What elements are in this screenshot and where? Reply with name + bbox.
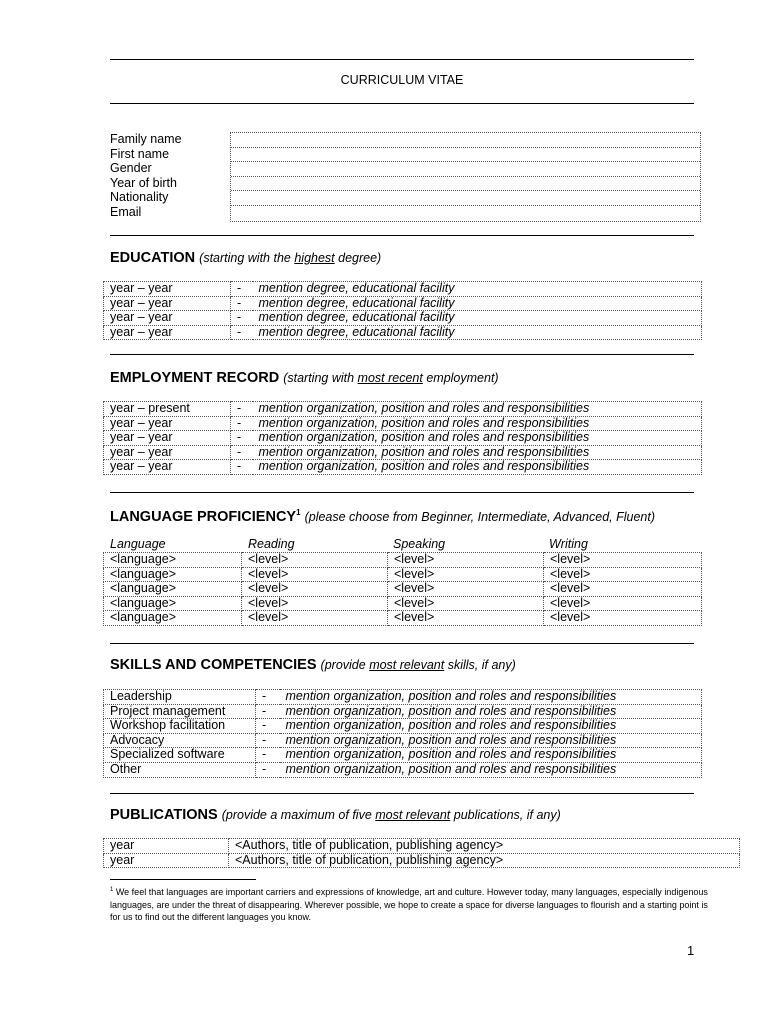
- skill-description-cell[interactable]: mention organization, position and roles and responsibilities: [280, 762, 702, 777]
- title-rule: [110, 103, 694, 104]
- reading-level-cell[interactable]: <level>: [242, 611, 388, 626]
- column-header-language: Language: [110, 537, 166, 551]
- publication-row: [104, 839, 740, 854]
- education-row: [104, 311, 702, 326]
- education-dash-cell[interactable]: -: [231, 282, 253, 297]
- speaking-level-cell[interactable]: <level>: [388, 567, 544, 582]
- writing-level-cell[interactable]: <level>: [544, 611, 702, 626]
- skills-subtitle: (provide most relevant skills, if any): [320, 658, 516, 672]
- skills-row: [104, 748, 702, 763]
- education-years-cell[interactable]: year – year: [104, 325, 231, 340]
- education-description-cell[interactable]: mention degree, educational facility: [253, 311, 702, 326]
- language-row: [104, 596, 702, 611]
- education-years-cell[interactable]: year – year: [104, 311, 231, 326]
- employment-dash-cell[interactable]: -: [231, 402, 253, 417]
- footnote: $^1$ We feel that languages are important carriers and expressions of knowledge, art and culture. However today, many languages, especially indigenous languages, are under the threat of disappearing. Wherever possible, we hope to create a space for diverse languages to flourish and a starting point is for us to find out the different languages you know.: [110, 887, 708, 923]
- skill-name-cell[interactable]: Specialized software: [104, 748, 256, 763]
- reading-level-cell[interactable]: <level>: [242, 567, 388, 582]
- field-label-family-name: Family name: [110, 132, 182, 146]
- email-field[interactable]: [231, 206, 700, 221]
- employment-table: [103, 401, 702, 475]
- skill-dash-cell[interactable]: -: [256, 733, 280, 748]
- reading-level-cell[interactable]: <level>: [242, 582, 388, 597]
- column-header-reading: Reading: [248, 537, 295, 551]
- speaking-level-cell[interactable]: <level>: [388, 582, 544, 597]
- education-dash-cell[interactable]: -: [231, 325, 253, 340]
- language-heading: [110, 508, 655, 525]
- employment-row: [104, 431, 702, 446]
- writing-level-cell[interactable]: <level>: [544, 567, 702, 582]
- reading-level-cell[interactable]: <level>: [242, 553, 388, 568]
- publication-row: [104, 853, 740, 868]
- employment-dash-cell[interactable]: -: [231, 416, 253, 431]
- education-years-cell[interactable]: year – year: [104, 296, 231, 311]
- employment-row: [104, 402, 702, 417]
- family-name-field[interactable]: [231, 133, 700, 148]
- education-dash-cell[interactable]: -: [231, 311, 253, 326]
- speaking-level-cell[interactable]: <level>: [388, 611, 544, 626]
- employment-years-cell[interactable]: year – present: [104, 402, 231, 417]
- column-header-speaking: Speaking: [393, 537, 446, 551]
- education-subtitle: (starting with the highest degree): [199, 251, 382, 265]
- education-row: [104, 296, 702, 311]
- skill-dash-cell[interactable]: -: [256, 704, 280, 719]
- speaking-level-cell[interactable]: <level>: [388, 596, 544, 611]
- language-row: [104, 611, 702, 626]
- year-of-birth-field[interactable]: [231, 177, 700, 192]
- publication-year-cell[interactable]: year: [104, 853, 229, 868]
- language-cell[interactable]: <language>: [104, 582, 242, 597]
- language-title: LANGUAGE PROFICIENCY: [110, 508, 297, 525]
- personal-fields-box: [230, 132, 701, 222]
- education-row: [104, 325, 702, 340]
- field-label-nationality: Nationality: [110, 190, 169, 205]
- skill-dash-cell[interactable]: -: [256, 719, 280, 734]
- education-dash-cell[interactable]: -: [231, 296, 253, 311]
- employment-dash-cell[interactable]: -: [231, 445, 253, 460]
- skill-dash-cell[interactable]: -: [256, 762, 280, 777]
- employment-row: [104, 445, 702, 460]
- column-header-writing: Writing: [549, 537, 588, 551]
- writing-level-cell[interactable]: <level>: [544, 553, 702, 568]
- language-cell[interactable]: <language>: [104, 596, 242, 611]
- footnote-marker[interactable]: 1: [296, 508, 301, 517]
- field-label-first-name: First name: [110, 146, 170, 161]
- writing-level-cell[interactable]: <level>: [544, 596, 702, 611]
- skill-dash-cell[interactable]: -: [256, 690, 280, 705]
- section-rule: [110, 235, 694, 236]
- publication-year-cell[interactable]: year: [104, 839, 229, 854]
- field-label-email: Email: [110, 205, 142, 219]
- skills-row: [104, 733, 702, 748]
- section-rule: [110, 492, 694, 493]
- skill-name-cell[interactable]: Workshop facilitation: [104, 719, 256, 734]
- education-years-cell[interactable]: year – year: [104, 282, 231, 297]
- education-title: EDUCATION: [110, 250, 196, 266]
- employment-years-cell[interactable]: year – year: [104, 431, 231, 446]
- employment-description-cell[interactable]: mention organization, position and roles and responsibilities: [253, 445, 702, 460]
- employment-heading: [110, 370, 499, 386]
- skill-name-cell[interactable]: Leadership: [104, 690, 256, 705]
- language-cell[interactable]: <language>: [104, 567, 242, 582]
- skill-description-cell[interactable]: mention organization, position and roles and responsibilities: [280, 748, 702, 763]
- gender-field[interactable]: [231, 162, 700, 177]
- employment-row: [104, 416, 702, 431]
- employment-years-cell[interactable]: year – year: [104, 416, 231, 431]
- employment-description-cell[interactable]: mention organization, position and roles and responsibilities: [253, 402, 702, 417]
- language-row: [104, 553, 702, 568]
- skills-row: [104, 704, 702, 719]
- field-label-gender: Gender: [110, 161, 152, 176]
- employment-description-cell[interactable]: mention organization, position and roles and responsibilities: [253, 416, 702, 431]
- publication-citation-cell[interactable]: <Authors, title of publication, publishing agency>: [229, 839, 740, 854]
- section-rule: [110, 643, 694, 644]
- skills-row: [104, 762, 702, 777]
- language-subtitle: (please choose from Beginner, Intermediate, Advanced, Fluent): [304, 509, 656, 524]
- language-row: [104, 582, 702, 597]
- document-title: CURRICULUM VITAE: [340, 73, 464, 87]
- publications-table: [103, 838, 740, 868]
- reading-level-cell[interactable]: <level>: [242, 596, 388, 611]
- skill-name-cell[interactable]: Other: [104, 762, 256, 777]
- language-row: [104, 567, 702, 582]
- skills-row: [104, 690, 702, 705]
- skills-table: [103, 689, 702, 778]
- skill-description-cell[interactable]: mention organization, position and roles and responsibilities: [280, 733, 702, 748]
- skill-name-cell[interactable]: Advocacy: [104, 733, 256, 748]
- skills-row: [104, 719, 702, 734]
- education-heading: [110, 250, 381, 266]
- skill-description-cell[interactable]: mention organization, position and roles and responsibilities: [280, 690, 702, 705]
- skills-heading: [110, 657, 516, 673]
- footnote-separator: [110, 879, 256, 880]
- publications-heading: [110, 807, 561, 823]
- employment-description-cell[interactable]: mention organization, position and roles and responsibilities: [253, 431, 702, 446]
- skill-description-cell[interactable]: mention organization, position and roles and responsibilities: [280, 704, 702, 719]
- section-rule: [110, 354, 694, 355]
- employment-years-cell[interactable]: year – year: [104, 460, 231, 475]
- employment-years-cell[interactable]: year – year: [104, 445, 231, 460]
- top-rule: [110, 59, 694, 60]
- skill-name-cell[interactable]: Project management: [104, 704, 256, 719]
- employment-title: EMPLOYMENT RECORD: [110, 370, 280, 386]
- skill-dash-cell[interactable]: -: [256, 748, 280, 763]
- publication-citation-cell[interactable]: <Authors, title of publication, publishing agency>: [229, 853, 740, 868]
- education-table: [103, 281, 702, 340]
- publications-subtitle: (provide a maximum of five most relevant publications, if any): [221, 808, 561, 822]
- skill-description-cell[interactable]: mention organization, position and roles and responsibilities: [280, 719, 702, 734]
- education-description-cell[interactable]: mention degree, educational facility: [253, 296, 702, 311]
- employment-row: [104, 460, 702, 475]
- language-table: [103, 552, 702, 626]
- language-cell[interactable]: <language>: [104, 611, 242, 626]
- language-cell[interactable]: <language>: [104, 553, 242, 568]
- education-row: [104, 282, 702, 297]
- employment-subtitle: (starting with most recent employment): [283, 371, 499, 385]
- nationality-field[interactable]: [231, 191, 700, 206]
- page-number: 1: [687, 943, 695, 958]
- section-rule: [110, 793, 694, 794]
- publications-title: PUBLICATIONS: [110, 807, 218, 823]
- employment-dash-cell[interactable]: -: [231, 460, 253, 475]
- employment-description-cell[interactable]: mention organization, position and roles and responsibilities: [253, 460, 702, 475]
- skills-title: SKILLS AND COMPETENCIES: [110, 657, 317, 673]
- education-description-cell[interactable]: mention degree, educational facility: [253, 282, 702, 297]
- field-label-year-of-birth: Year of birth: [110, 175, 177, 190]
- writing-level-cell[interactable]: <level>: [544, 582, 702, 597]
- education-description-cell[interactable]: mention degree, educational facility: [253, 325, 702, 340]
- first-name-field[interactable]: [231, 148, 700, 163]
- speaking-level-cell[interactable]: <level>: [388, 553, 544, 568]
- employment-dash-cell[interactable]: -: [231, 431, 253, 446]
